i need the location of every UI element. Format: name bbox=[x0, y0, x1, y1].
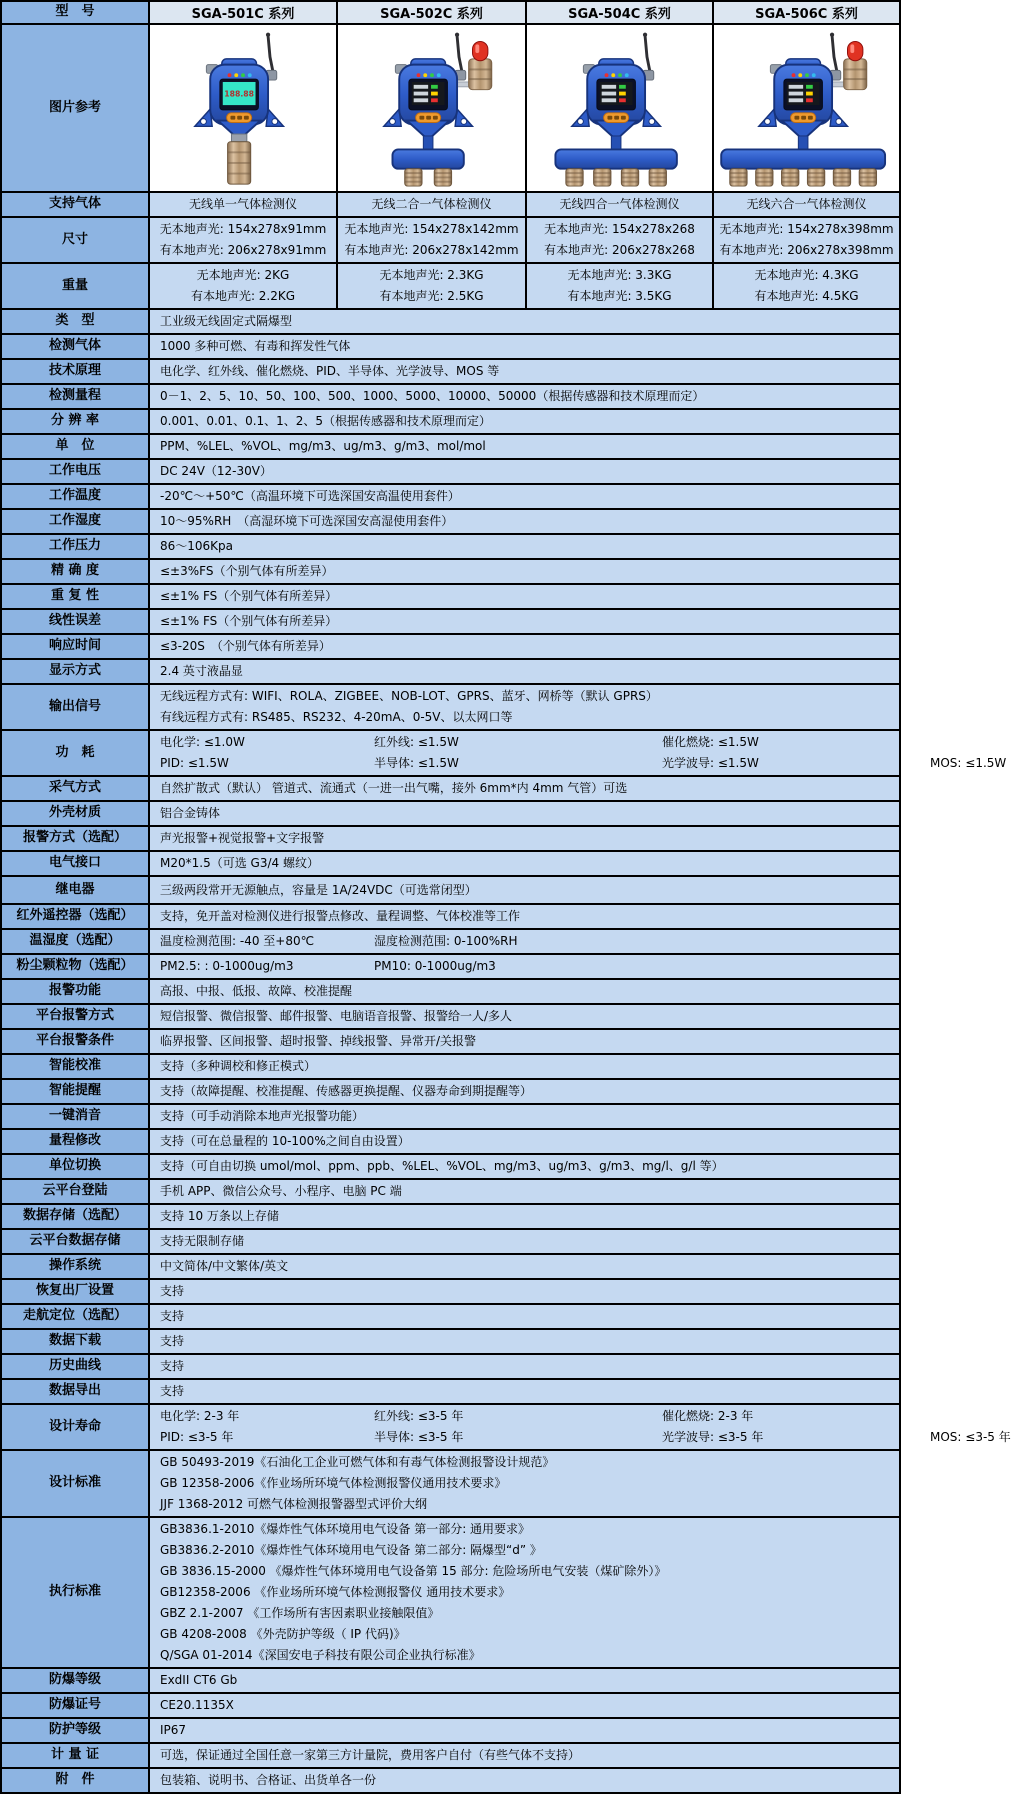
value-line: CE20.1135X bbox=[160, 1698, 234, 1712]
spec-row bbox=[1, 1054, 900, 1079]
value-line: 无本地声光: 154x278x142mm bbox=[344, 222, 519, 236]
value-line bbox=[160, 753, 1007, 774]
value-line: JJF 1368-2012 可燃气体检测报警器型式评价大纲 bbox=[160, 1497, 428, 1511]
model-header: SGA-506C 系列 bbox=[713, 1, 900, 24]
value-line: 0－1、2、5、10、50、100、500、1000、5000、10000、50000（根据传感器和技术原理而定） bbox=[160, 389, 705, 403]
value-line: -20℃～+50℃（高温环境下可选深国安高温使用套件） bbox=[160, 489, 460, 503]
value-line bbox=[160, 1406, 898, 1427]
spec-value bbox=[149, 384, 900, 409]
row-label: 线性误差 bbox=[1, 609, 149, 634]
spec-row bbox=[1, 1204, 900, 1229]
spec-row bbox=[1, 851, 900, 876]
value-line: 有本地声光: 2.2KG bbox=[190, 289, 296, 303]
value-segment: MOS: ≤1.5W bbox=[930, 756, 1007, 770]
spec-row bbox=[1, 559, 900, 584]
spec-row bbox=[1, 1229, 900, 1254]
row-label: 防爆等级 bbox=[1, 1668, 149, 1693]
device-image-cell bbox=[526, 24, 713, 192]
value-line: IP67 bbox=[160, 1723, 187, 1737]
value-line: 支持（故障提醒、校准提醒、传感器更换提醒、仪器寿命到期提醒等） bbox=[160, 1084, 533, 1098]
row-label: 平台报警方式 bbox=[1, 1004, 149, 1029]
row-label: 防爆证号 bbox=[1, 1693, 149, 1718]
value-line bbox=[160, 1427, 1011, 1448]
spec-value bbox=[149, 534, 900, 559]
row-label: 工作湿度 bbox=[1, 509, 149, 534]
spec-value bbox=[149, 1379, 900, 1404]
value-line: 支持无限制存储 bbox=[160, 1234, 245, 1248]
value-line bbox=[160, 956, 898, 977]
spec-row bbox=[1, 826, 900, 851]
value-segment: PID: ≤3-5 年 bbox=[160, 1430, 234, 1444]
value-segment: MOS: ≤3-5 年 bbox=[930, 1430, 1011, 1444]
spec-value bbox=[149, 459, 900, 484]
value-line: GB12358-2006 《作业场所环境气体检测报警仪 通用技术要求》 bbox=[160, 1585, 511, 1599]
value-line: 支持，免开盖对检测仪进行报警点修改、量程调整、气体校准等工作 bbox=[160, 909, 521, 923]
value-line: 中文简体/中文繁体/英文 bbox=[160, 1259, 289, 1273]
spec-value bbox=[149, 263, 337, 309]
spec-value bbox=[149, 801, 900, 826]
value-line: 无线远程方式有: WIFI、ROLA、ZIGBEE、NOB-LOT、GPRS、蓝牙、网桥等（默认 GPRS） bbox=[160, 689, 658, 703]
spec-value bbox=[149, 1229, 900, 1254]
value-line: 2.4 英寸液晶显 bbox=[160, 664, 243, 678]
spec-row bbox=[1, 1404, 900, 1450]
row-label: 云平台登陆 bbox=[1, 1179, 149, 1204]
row-label: 执行标准 bbox=[1, 1517, 149, 1668]
row-label: 数据下载 bbox=[1, 1329, 149, 1354]
value-line: 有本地声光: 206x278x268 bbox=[544, 243, 695, 257]
row-label: 重量 bbox=[1, 263, 149, 309]
value-line: 支持（可手动消除本地声光报警功能） bbox=[160, 1109, 365, 1123]
value-line: 无本地声光: 154x278x268 bbox=[544, 222, 695, 236]
device-image-cell bbox=[337, 24, 526, 192]
spec-value bbox=[526, 217, 713, 263]
spec-value bbox=[149, 1029, 900, 1054]
value-line: ExdII CT6 Gb bbox=[160, 1673, 238, 1687]
spec-row bbox=[1, 459, 900, 484]
spec-row bbox=[1, 801, 900, 826]
value-segment: PID: ≤1.5W bbox=[160, 756, 229, 770]
spec-value bbox=[149, 904, 900, 929]
spec-row bbox=[1, 659, 900, 684]
value-line: 无本地声光: 2.3KG bbox=[379, 268, 484, 282]
spec-value bbox=[149, 684, 900, 730]
value-line: 电化学、红外线、催化燃烧、PID、半导体、光学波导、MOS 等 bbox=[160, 364, 500, 378]
spec-value bbox=[149, 826, 900, 851]
spec-row bbox=[1, 730, 900, 776]
spec-row bbox=[1, 1450, 900, 1517]
value-line: 自然扩散式（默认） 管道式、流通式（一进一出气嘴，接外 6mm*内 4mm 气管）可选 bbox=[160, 781, 628, 795]
value-segment: 红外线: ≤1.5W bbox=[374, 735, 459, 749]
value-line: 铝合金铸体 bbox=[160, 806, 221, 820]
spec-value bbox=[149, 929, 900, 954]
spec-value bbox=[149, 1129, 900, 1154]
spec-row bbox=[1, 334, 900, 359]
spec-row bbox=[1, 1329, 900, 1354]
row-label: 报警功能 bbox=[1, 979, 149, 1004]
value-line: GB3836.2-2010《爆炸性气体环境用电气设备 第二部分: 隔爆型“d” 》 bbox=[160, 1543, 542, 1557]
row-label: 防护等级 bbox=[1, 1718, 149, 1743]
spec-value bbox=[149, 1204, 900, 1229]
spec-value bbox=[337, 192, 526, 217]
value-line: 支持 bbox=[160, 1384, 185, 1398]
value-line: 有本地声光: 4.5KG bbox=[754, 289, 859, 303]
device-image-cell bbox=[713, 24, 900, 192]
row-label: 重 复 性 bbox=[1, 584, 149, 609]
spec-row bbox=[1, 1304, 900, 1329]
row-label: 支持气体 bbox=[1, 192, 149, 217]
row-label: 类 型 bbox=[1, 309, 149, 334]
row-label: 工作温度 bbox=[1, 484, 149, 509]
row-label: 温湿度（选配） bbox=[1, 929, 149, 954]
row-label: 一键消音 bbox=[1, 1104, 149, 1129]
row-label: 报警方式（选配） bbox=[1, 826, 149, 851]
spec-row bbox=[1, 309, 900, 334]
spec-value bbox=[149, 1404, 1011, 1450]
spec-value bbox=[337, 217, 526, 263]
spec-value bbox=[149, 334, 900, 359]
spec-row bbox=[1, 584, 900, 609]
row-label: 单位切换 bbox=[1, 1154, 149, 1179]
spec-value bbox=[526, 192, 713, 217]
row-label: 平台报警条件 bbox=[1, 1029, 149, 1054]
value-line: GB3836.1-2010《爆炸性气体环境用电气设备 第一部分: 通用要求》 bbox=[160, 1522, 531, 1536]
spec-value bbox=[149, 1768, 900, 1793]
spec-row bbox=[1, 1004, 900, 1029]
value-line: 包装箱、说明书、合格证、出货单各一份 bbox=[160, 1773, 377, 1787]
row-label: 云平台数据存储 bbox=[1, 1229, 149, 1254]
spec-value bbox=[149, 359, 900, 384]
value-line: 无本地声光: 4.3KG bbox=[754, 268, 859, 282]
spec-value bbox=[149, 979, 900, 1004]
value-line bbox=[160, 732, 898, 753]
model-header: SGA-504C 系列 bbox=[526, 1, 713, 24]
spec-value bbox=[149, 954, 900, 979]
image-row bbox=[1, 24, 900, 192]
spec-value bbox=[149, 509, 900, 534]
model-row-label: 型 号 bbox=[1, 1, 149, 24]
spec-row bbox=[1, 1029, 900, 1054]
row-label: 数据导出 bbox=[1, 1379, 149, 1404]
spec-value bbox=[149, 1517, 900, 1668]
value-line: 支持 bbox=[160, 1284, 185, 1298]
spec-row bbox=[1, 1693, 900, 1718]
row-label: 外壳材质 bbox=[1, 801, 149, 826]
value-line: 支持 bbox=[160, 1309, 185, 1323]
spec-value bbox=[149, 1054, 900, 1079]
spec-row bbox=[1, 609, 900, 634]
value-line: 无线六合一气体检测仪 bbox=[746, 197, 867, 211]
header-row bbox=[1, 1, 900, 24]
value-line: 无线单一气体检测仪 bbox=[188, 197, 297, 211]
value-line: M20*1.5（可选 G3/4 螺纹） bbox=[160, 856, 319, 870]
spec-row bbox=[1, 217, 900, 263]
spec-row bbox=[1, 1768, 900, 1793]
value-line: GBZ 2.1-2007 《工作场所有害因素职业接触限值》 bbox=[160, 1606, 440, 1620]
sga-506c-detector-image bbox=[715, 26, 898, 190]
spec-row bbox=[1, 1154, 900, 1179]
row-label: 采气方式 bbox=[1, 776, 149, 801]
sga-502c-detector-image bbox=[339, 26, 524, 190]
value-line: 短信报警、微信报警、邮件报警、电脑语音报警、报警给一人/多人 bbox=[160, 1009, 513, 1023]
value-segment: 湿度检测范围: 0-100%RH bbox=[374, 934, 518, 948]
spec-row bbox=[1, 1743, 900, 1768]
spec-value bbox=[149, 1254, 900, 1279]
value-line: 10～95%RH （高湿环境下可选深国安高湿使用套件） bbox=[160, 514, 454, 528]
value-segment: 催化燃烧: 2-3 年 bbox=[662, 1409, 754, 1423]
spec-value bbox=[713, 217, 900, 263]
value-line: 工业级无线固定式隔爆型 bbox=[160, 314, 293, 328]
row-label: 设计寿命 bbox=[1, 1404, 149, 1450]
spec-row bbox=[1, 1517, 900, 1668]
value-line: 支持 bbox=[160, 1334, 185, 1348]
row-label: 输出信号 bbox=[1, 684, 149, 730]
spec-value bbox=[149, 1718, 900, 1743]
spec-row bbox=[1, 634, 900, 659]
spec-row bbox=[1, 359, 900, 384]
spec-value bbox=[149, 1304, 900, 1329]
value-line: 无本地声光: 154x278x398mm bbox=[719, 222, 894, 236]
value-line: ≤3-20S （个别气体有所差异） bbox=[160, 639, 331, 653]
value-line: GB 3836.15-2000 《爆炸性气体环境用电气设备第 15 部分: 危险场所电气安装（煤矿除外）》 bbox=[160, 1564, 667, 1578]
spec-row bbox=[1, 904, 900, 929]
row-label: 恢复出厂设置 bbox=[1, 1279, 149, 1304]
spec-row bbox=[1, 1354, 900, 1379]
spec-row bbox=[1, 1668, 900, 1693]
value-segment: 光学波导: ≤3-5 年 bbox=[662, 1430, 764, 1444]
value-line: 支持（多种调校和修正模式） bbox=[160, 1059, 317, 1073]
row-label: 计 量 证 bbox=[1, 1743, 149, 1768]
spec-value bbox=[149, 1668, 900, 1693]
row-label: 附 件 bbox=[1, 1768, 149, 1793]
row-label: 红外遥控器（选配） bbox=[1, 904, 149, 929]
sga-504c-detector-image bbox=[528, 26, 711, 190]
spec-value bbox=[149, 609, 900, 634]
spec-value bbox=[149, 1329, 900, 1354]
value-segment: PM10: 0-1000ug/m3 bbox=[374, 959, 496, 973]
spec-row bbox=[1, 876, 900, 904]
value-line: 支持（可自由切换 umol/mol、ppm、ppb、%LEL、%VOL、mg/m3、ug/m3、g/m3、mg/l、g/l 等） bbox=[160, 1159, 724, 1173]
row-label: 操作系统 bbox=[1, 1254, 149, 1279]
model-header: SGA-501C 系列 bbox=[149, 1, 337, 24]
value-line: 有线远程方式有: RS485、RS232、4-20mA、0-5V、以太网口等 bbox=[160, 710, 513, 724]
spec-row bbox=[1, 979, 900, 1004]
spec-row bbox=[1, 1379, 900, 1404]
value-line: 无线二合一气体检测仪 bbox=[371, 197, 492, 211]
value-line: 86～106Kpa bbox=[160, 539, 234, 553]
spec-row bbox=[1, 776, 900, 801]
spec-value bbox=[149, 659, 900, 684]
value-segment: 温度检测范围: -40 至+80℃ bbox=[160, 934, 315, 948]
row-label: 工作压力 bbox=[1, 534, 149, 559]
row-label: 精 确 度 bbox=[1, 559, 149, 584]
value-line: 无本地声光: 3.3KG bbox=[567, 268, 672, 282]
spec-row bbox=[1, 534, 900, 559]
row-label: 数据存储（选配） bbox=[1, 1204, 149, 1229]
spec-value bbox=[149, 484, 900, 509]
row-label: 检测量程 bbox=[1, 384, 149, 409]
row-label: 历史曲线 bbox=[1, 1354, 149, 1379]
value-line: Q/SGA 01-2014《深国安电子科技有限公司企业执行标准》 bbox=[160, 1648, 481, 1662]
spec-value bbox=[149, 1154, 900, 1179]
spec-row bbox=[1, 409, 900, 434]
value-segment: 半导体: ≤1.5W bbox=[374, 756, 459, 770]
value-segment: 催化燃烧: ≤1.5W bbox=[662, 735, 759, 749]
value-segment: 光学波导: ≤1.5W bbox=[662, 756, 759, 770]
value-line: GB 50493-2019《石油化工企业可燃气体和有毒气体检测报警设计规范》 bbox=[160, 1455, 555, 1469]
row-label: 尺寸 bbox=[1, 217, 149, 263]
value-line: 支持 10 万条以上存储 bbox=[160, 1209, 279, 1223]
value-line: 临界报警、区间报警、超时报警、掉线报警、异常开/关报警 bbox=[160, 1034, 477, 1048]
spec-value bbox=[149, 1104, 900, 1129]
value-line: 0.001、0.01、0.1、1、2、5（根据传感器和技术原理而定） bbox=[160, 414, 492, 428]
value-segment: PM2.5: : 0-1000ug/m3 bbox=[160, 959, 294, 973]
spec-row bbox=[1, 929, 900, 954]
spec-value bbox=[149, 1354, 900, 1379]
spec-row bbox=[1, 484, 900, 509]
value-line: 1000 多种可燃、有毒和挥发性气体 bbox=[160, 339, 351, 353]
value-segment: 电化学: ≤1.0W bbox=[160, 735, 245, 749]
value-line: 三级两段常开无源触点，容量是 1A/24VDC（可选常闭型） bbox=[160, 882, 477, 897]
model-header: SGA-502C 系列 bbox=[337, 1, 526, 24]
value-line: PPM、%LEL、%VOL、mg/m3、ug/m3、g/m3、mol/mol bbox=[160, 439, 486, 453]
spec-row bbox=[1, 509, 900, 534]
value-line: 有本地声光: 206x278x398mm bbox=[719, 243, 894, 257]
spec-value bbox=[149, 217, 337, 263]
spec-value bbox=[149, 730, 1007, 776]
spec-value bbox=[149, 192, 337, 217]
spec-row bbox=[1, 1254, 900, 1279]
row-label: 技术原理 bbox=[1, 359, 149, 384]
spec-row bbox=[1, 434, 900, 459]
row-label: 设计标准 bbox=[1, 1450, 149, 1517]
value-segment: 电化学: 2-3 年 bbox=[160, 1409, 240, 1423]
value-line: 有本地声光: 206x278x91mm bbox=[159, 243, 327, 257]
value-line: ≤±1% FS（个别气体有所差异） bbox=[160, 589, 338, 603]
row-label: 量程修改 bbox=[1, 1129, 149, 1154]
row-label: 工作电压 bbox=[1, 459, 149, 484]
value-line: ≤±3%FS（个别气体有所差异） bbox=[160, 564, 334, 578]
row-label: 功 耗 bbox=[1, 730, 149, 776]
spec-row bbox=[1, 1718, 900, 1743]
spec-value bbox=[337, 263, 526, 309]
value-line: GB 4208-2008 《外壳防护等级（ IP 代码)》 bbox=[160, 1627, 406, 1641]
spec-value bbox=[149, 1743, 900, 1768]
spec-row bbox=[1, 192, 900, 217]
value-line: 有本地声光: 2.5KG bbox=[379, 289, 484, 303]
value-line: ≤±1% FS（个别气体有所差异） bbox=[160, 614, 338, 628]
spec-value bbox=[713, 263, 900, 309]
row-label: 单 位 bbox=[1, 434, 149, 459]
value-line: 无线四合一气体检测仪 bbox=[559, 197, 680, 211]
row-label: 智能提醒 bbox=[1, 1079, 149, 1104]
spec-row bbox=[1, 263, 900, 309]
row-label: 继电器 bbox=[1, 876, 149, 904]
row-label: 粉尘颗粒物（选配） bbox=[1, 954, 149, 979]
spec-value bbox=[149, 409, 900, 434]
value-line: 无本地声光: 154x278x91mm bbox=[159, 222, 327, 236]
spec-value bbox=[149, 634, 900, 659]
spec-value bbox=[149, 434, 900, 459]
row-label: 分 辨 率 bbox=[1, 409, 149, 434]
value-line: 高报、中报、低报、故障、校准提醒 bbox=[160, 984, 353, 998]
spec-value bbox=[149, 1179, 900, 1204]
value-line: 有本地声光: 3.5KG bbox=[567, 289, 672, 303]
row-label: 走航定位（选配） bbox=[1, 1304, 149, 1329]
value-line: 声光报警+视觉报警+文字报警 bbox=[160, 831, 325, 845]
spec-value bbox=[149, 1004, 900, 1029]
spec-value bbox=[149, 876, 900, 904]
spec-value bbox=[149, 1079, 900, 1104]
svg-text:188.88: 188.88 bbox=[224, 89, 255, 99]
spec-value bbox=[149, 559, 900, 584]
value-line: 手机 APP、微信公众号、小程序、电脑 PC 端 bbox=[160, 1184, 402, 1198]
value-line bbox=[160, 931, 898, 952]
row-label: 智能校准 bbox=[1, 1054, 149, 1079]
value-line: 支持 bbox=[160, 1359, 185, 1373]
value-line: 可选，保证通过全国任意一家第三方计量院，费用客户自付（有些气体不支持） bbox=[160, 1748, 581, 1762]
value-line: GB 12358-2006《作业场所环境气体检测报警仪通用技术要求》 bbox=[160, 1476, 507, 1490]
spec-value bbox=[149, 1279, 900, 1304]
value-line: 有本地声光: 206x278x142mm bbox=[344, 243, 519, 257]
value-line: 无本地声光: 2KG bbox=[196, 268, 290, 282]
spec-row bbox=[1, 384, 900, 409]
spec-row bbox=[1, 954, 900, 979]
spec-value bbox=[526, 263, 713, 309]
spec-value bbox=[149, 776, 900, 801]
row-label: 响应时间 bbox=[1, 634, 149, 659]
spec-row bbox=[1, 1279, 900, 1304]
row-label: 显示方式 bbox=[1, 659, 149, 684]
value-segment: 红外线: ≤3-5 年 bbox=[374, 1409, 464, 1423]
value-line: 支持（可在总量程的 10-100%之间自由设置） bbox=[160, 1134, 410, 1148]
row-label: 图片参考 bbox=[1, 24, 149, 192]
row-label: 电气接口 bbox=[1, 851, 149, 876]
value-line: DC 24V（12-30V） bbox=[160, 464, 272, 478]
spec-value bbox=[149, 309, 900, 334]
spec-row bbox=[1, 1104, 900, 1129]
sga-501c-detector-image bbox=[151, 26, 335, 190]
spec-value bbox=[149, 851, 900, 876]
spec-row bbox=[1, 684, 900, 730]
spec-value bbox=[149, 1693, 900, 1718]
device-image-cell bbox=[149, 24, 337, 192]
value-segment: 半导体: ≤3-5 年 bbox=[374, 1430, 464, 1444]
spec-value bbox=[149, 584, 900, 609]
spec-value bbox=[149, 1450, 900, 1517]
row-label: 检测气体 bbox=[1, 334, 149, 359]
spec-row bbox=[1, 1179, 900, 1204]
spec-value bbox=[713, 192, 900, 217]
spec-row bbox=[1, 1079, 900, 1104]
spec-row bbox=[1, 1129, 900, 1154]
